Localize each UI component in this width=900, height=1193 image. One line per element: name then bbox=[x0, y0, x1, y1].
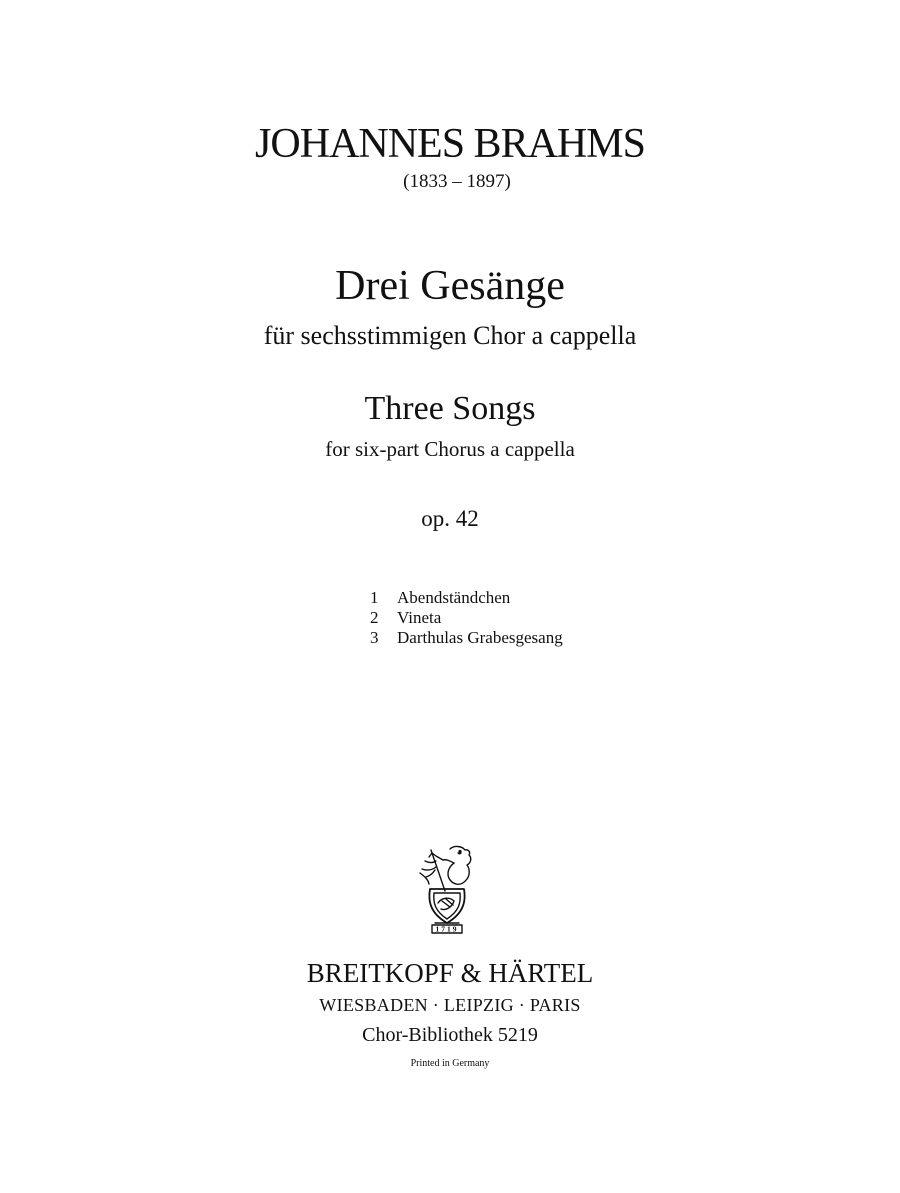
song-title: Abendständchen bbox=[397, 588, 511, 607]
breitkopf-bear-emblem-icon bbox=[412, 843, 482, 938]
list-item bbox=[370, 608, 563, 628]
song-title: Vineta bbox=[397, 608, 442, 627]
song-list bbox=[370, 588, 563, 648]
publisher-cities: WIESBADEN · LEIPZIG · PARIS bbox=[319, 995, 581, 1015]
subtitle-english: for six-part Chorus a cappella bbox=[325, 437, 575, 461]
title-english: Three Songs bbox=[364, 390, 536, 427]
subtitle-german: für sechsstimmigen Chor a cappella bbox=[263, 321, 637, 350]
series-number: Chor-Bibliothek 5219 bbox=[362, 1024, 538, 1046]
song-number: 3 bbox=[370, 628, 379, 647]
composer-dates: (1833 – 1897) bbox=[403, 171, 511, 192]
publisher-name: BREITKOPF & HÄRTEL bbox=[306, 958, 594, 988]
title-german: Drei Gesänge bbox=[335, 263, 565, 309]
svg-text:1719: 1719 bbox=[435, 924, 459, 934]
song-title: Darthulas Grabesgesang bbox=[397, 628, 563, 647]
opus-number: op. 42 bbox=[421, 506, 479, 531]
list-item bbox=[370, 588, 563, 608]
song-number: 1 bbox=[370, 588, 379, 607]
printed-note: Printed in Germany bbox=[410, 1058, 490, 1069]
list-item bbox=[370, 628, 563, 648]
song-number: 2 bbox=[370, 608, 379, 627]
composer-name: JOHANNES BRAHMS bbox=[255, 121, 645, 167]
